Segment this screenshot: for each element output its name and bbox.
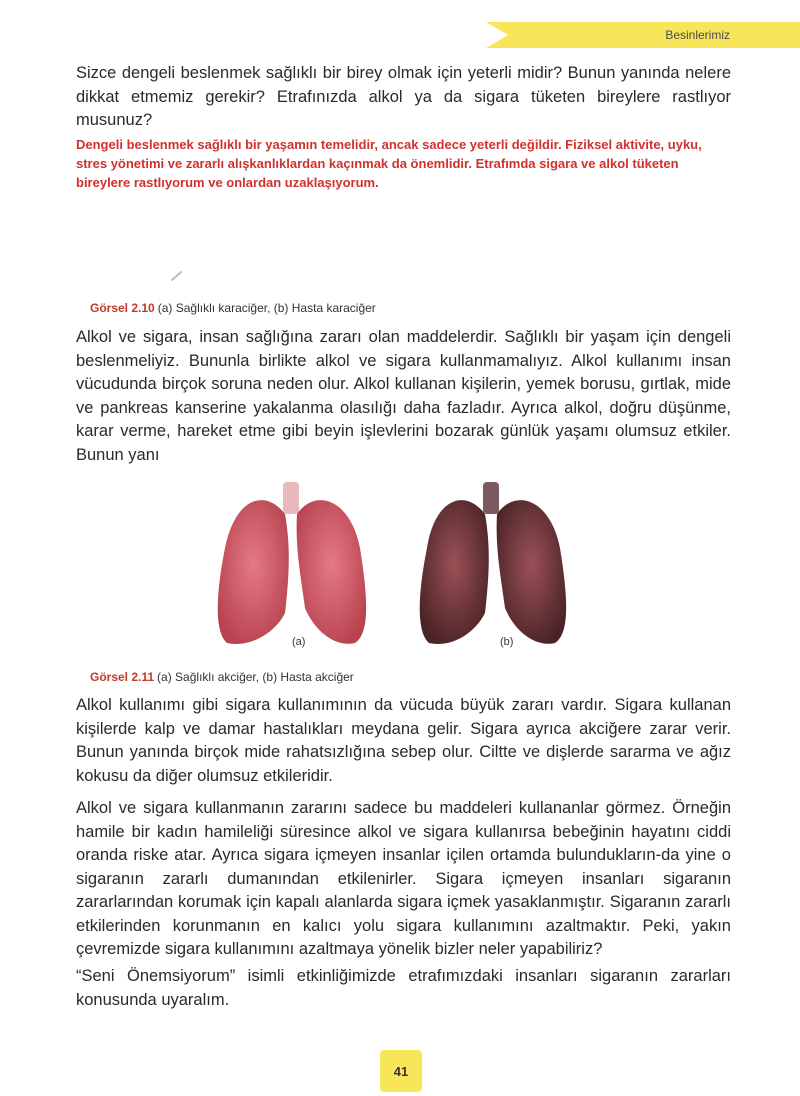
pencil-mark-icon (170, 268, 184, 282)
body-paragraph-3: Alkol ve sigara kullanmanın zararını sadece bu maddeleri kullananlar görmez. Örneğin hamile bir kadın hamileliği süresince alkol ve sigara kullanırsa bebeğinin hayatını ciddi oranda riske atar. Ayrıca sigara içmeyen insanlar içilen ortamda bulundukların-da yine o sigaranın zararlı dumanından etkilenirler. Sigara içmeyen insanları sigaranın zararlarından korumak için kapalı alanlarda sigara içmek yasaklanmıştır. Sigaranın zararlı etkilerinden korunmanın en kalıcı yolu sigara kullanımını azaltmaktır. Peki, yakın çevremizde sigara kullanımını azaltmaya yönelik bizler neler yapabiliriz? (76, 799, 731, 958)
body-paragraph-1: Alkol ve sigara, insan sağlığına zararı olan maddelerdir. Sağlıklı bir yaşam için dengeli beslenmeliyiz. Bununla birlikte alkol ve sigara kullanmamalıyız. Alkol kullanımı insan vücudunda birçok soruna neden olur. Alkol kullanan kişilerin, yemek borusu, gırtlak, mide ve pankreas kanserine yakalanma olasılığı daha fazladır. Ayrıca alkol, doğru düşünme, karar verme, hareket etme gibi beyin işlevlerini bozarak günlük yaşamı olumsuz etkiler. Bunun yanı (76, 328, 731, 464)
caption-text: (a) Sağlıklı akciğer, (b) Hasta akciğer (157, 670, 354, 684)
healthy-lungs-image (218, 482, 366, 644)
body-paragraph-2: Alkol kullanımı gibi sigara kullanımının da vücuda büyük zararı vardır. Sigara kullanan kişilerde kalp ve damar hastalıkları meydana gelir. Sigara ayrıca akciğere zarar verir. Bunun yanında birçok mide rahatsızlığına sebep olur. Ciltte ve dişlerde sararma ve ağız kokusu da diğer olumsuz etkileridir. (76, 696, 731, 785)
caption-text: (a) Sağlıklı karaciğer, (b) Hasta karaciğer (157, 301, 376, 315)
answer-text: Dengeli beslenmek sağlıklı bir yaşamın temelidir, ancak sadece yeterli değildir. Fiziksel aktivite, uyku, stres yönetimi ve zararlı alışkanlıklardan kaçınmak da önemlidir. Etrafımda sigara ve alkol tüketen bireylere rastlıyorum ve onlardan uzaklaşıyorum. (76, 137, 702, 190)
section-title: Besinlerimiz (665, 28, 730, 42)
header-tab (486, 22, 800, 48)
figure-label-b: (b) (500, 636, 514, 648)
figure-label-a: (a) (292, 636, 306, 648)
caption-number: Görsel 2.11 (90, 670, 155, 684)
body-paragraph-4: “Seni Önemsiyorum” isimli etkinliğimizde etrafımızdaki insanları sigaranın zararları konusunda uyaralım. (76, 967, 731, 1009)
caption-number: Görsel 2.10 (90, 301, 155, 315)
caption-2-10 (90, 301, 376, 315)
caption-2-11 (90, 670, 354, 684)
page-number: 41 (380, 1050, 422, 1092)
diseased-lungs-image (420, 482, 566, 644)
lungs-figure (205, 478, 580, 658)
question-paragraph: Sizce dengeli beslenmek sağlıklı bir birey olmak için yeterli midir? Bunun yanında nelere dikkat etmemiz gerekir? Etrafınızda alkol ya da sigara tüketen bireylere rastlıyor musunuz? (76, 64, 731, 129)
